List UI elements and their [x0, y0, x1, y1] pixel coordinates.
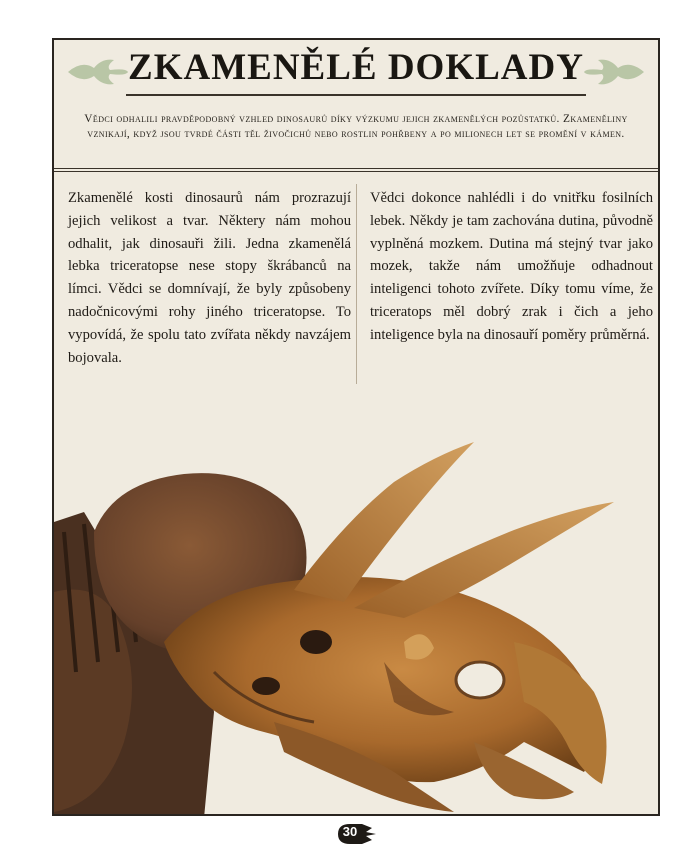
intro-rule-bottom [54, 171, 658, 172]
book-page [52, 38, 660, 816]
page-number: 30 [342, 824, 358, 839]
title-underline [126, 94, 586, 96]
text-column-right: Vědci dokonce nahlédli i do vnitřku fosilních lebek. Někdy je tam zachována dutina, původně vyplněná mozkem. Dutina má stejný tvar jako mozek, takže nám umožňuje odhadnout inteligenci tohoto zvířete. Díky tomu víme, že triceratops měl dobrý zrak i čich a jeho inteligence byla na dinosauří poměry průměrná. [370, 190, 653, 343]
column-divider [356, 184, 357, 384]
intro-rule-top [54, 168, 658, 169]
triceratops-skull-photo [54, 412, 660, 816]
page-title: ZKAMENĚLÉ DOKLADY [128, 47, 584, 88]
page-number-tab [336, 820, 368, 848]
intro-paragraph: Vědci odhalili pravděpodobný vzhled dinosaurů díky výzkumu jejich zkamenělých pozůstatků. Zkameněliny vznikají, když jsou tvrdé části těl živočichů nebo rostlin pohřbeny a po milionech let se promění v kámen. [84, 113, 628, 140]
title-bar [54, 40, 658, 100]
text-column-left: Zkamenělé kosti dinosaurů nám prozrazují jejich velikost a tvar. Některy nám mohou odhalit, jak dinosauři žili. Jedna zkamenělá lebka triceratopse nese stopy škrábanců na límci. Vědci se domnívají, že byly způsobeny nadočnicovými rohy jiného triceratopse. To vypovídá, že spolu tato zvířata někdy navzájem bojovala. [68, 190, 351, 366]
